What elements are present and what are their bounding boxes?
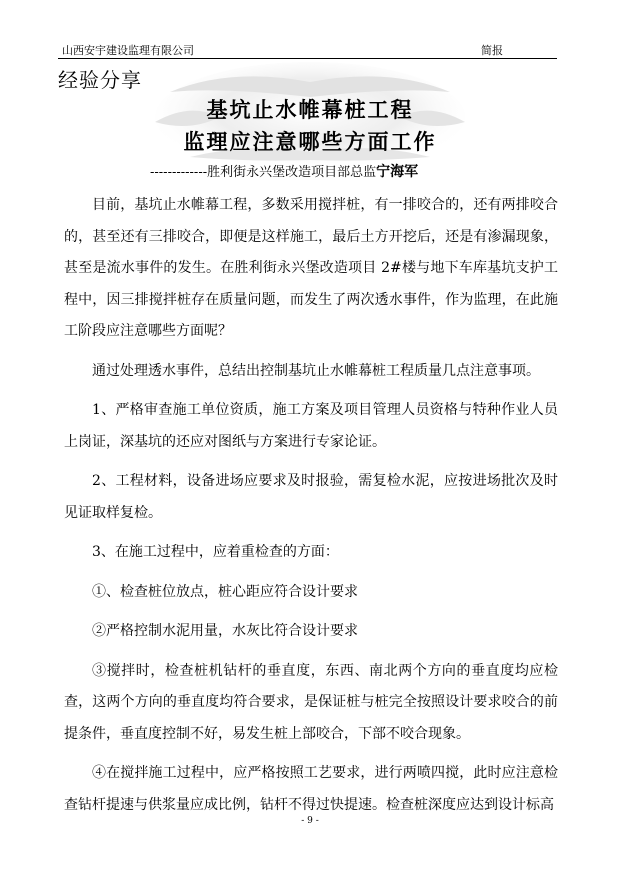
paragraph: 3、在施工过程中，应着重检查的方面： bbox=[92, 544, 339, 560]
article-body bbox=[64, 190, 558, 829]
paragraph: ①、检查桩位放点，桩心距应符合设计要求 bbox=[92, 583, 358, 600]
article-title-line-2: 监理应注意哪些方面工作 bbox=[183, 129, 437, 154]
section-label: 经验分享 bbox=[58, 68, 142, 92]
paragraph: ④在搅拌施工过程中，应严格按照工艺要求，进行两喷四搅，此时应注意检查钻杆提速与供浆量应成比例，钻杆不得过快提速。检查桩深度应达到设计标高 bbox=[64, 765, 558, 813]
page-header bbox=[58, 38, 557, 59]
paragraph: 通过处理透水事件，总结出控制基坑止水帷幕桩工程质量几点注意事项。 bbox=[92, 362, 540, 379]
paragraph: ②严格控制水泥用量，水灰比符合设计要求 bbox=[92, 623, 358, 639]
author-name: 宁海军 bbox=[376, 164, 419, 180]
author-byline bbox=[150, 161, 418, 181]
company-name: 山西安宇建设监理有限公司 bbox=[62, 44, 194, 57]
paragraph: 1、严格审查施工单位资质，施工方案及项目管理人员资格与特种作业人员上岗证，深基坑的还应对图纸与方案进行专家论证。 bbox=[64, 402, 558, 450]
paragraph: 2、工程材料，设备进场应要求及时报验，需复检水泥，应按进场批次及时见证取样复检。 bbox=[64, 473, 558, 521]
byline-prefix: -------------胜利街永兴堡改造项目部总监 bbox=[150, 165, 377, 180]
paragraph: 目前，基坑止水帷幕工程，多数采用搅拌桩，有一排咬合的，还有两排咬合的，甚至还有三排咬合，即便是这样施工，最后土方开挖后，还是有渗漏现象，甚至是流水事件的发生。在胜利街永兴堡改造项目 2#楼与地下车库基坑支护工程中，因三排搅拌桩存在质量问题，而发生了两次透水事件，作为监理，在此施工阶段应注意哪些方面呢？ bbox=[64, 197, 558, 339]
paragraph: ③搅拌时，检查桩机钻杆的垂直度，东西、南北两个方向的垂直度均应检查，这两个方向的垂直度均符合要求，是保证桩与桩完全按照设计要求咬合的前提条件，垂直度控制不好，易发生桩上部咬合，下部不咬合现象。 bbox=[64, 662, 558, 742]
document-type: 简报 bbox=[481, 44, 503, 57]
article-title-line-1: 基坑止水帷幕桩工程 bbox=[206, 97, 414, 122]
page-number: - 9 - bbox=[301, 816, 319, 826]
